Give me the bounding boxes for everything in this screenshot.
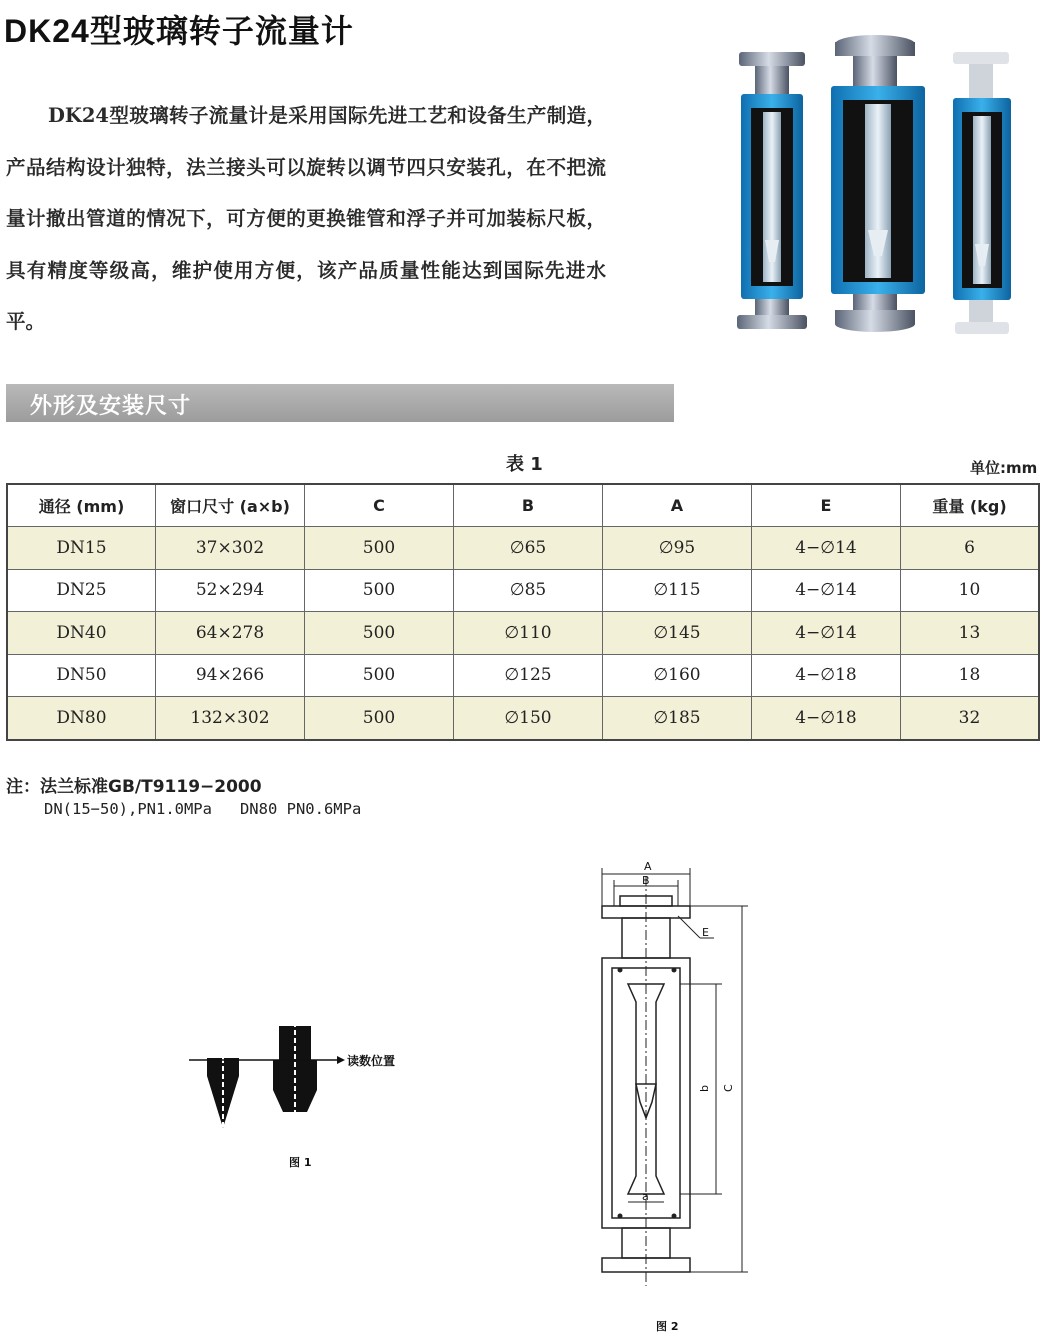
flowmeter-small (737, 52, 807, 329)
float-conical (207, 1050, 239, 1135)
intro-paragraph: DK24型玻璃转子流量计是采用国际先进工艺和设备生产制造，产品结构设计独特，法兰接头可以旋转以调节四只安装孔，在不把流量计撤出管道的情况下，可方便的更换锥管和浮子并可加装标尺板，具有精度等级高，维护使用方便，该产品质量性能达到国际先进水平。 (6, 104, 606, 333)
header-c: C (305, 484, 454, 527)
float-cylindrical (273, 1022, 317, 1120)
reading-position-label: 读数位置 (347, 1054, 396, 1068)
header-a: A (603, 484, 752, 527)
table-cell: ∅150 (454, 697, 603, 740)
table-cell: 4−∅14 (752, 612, 901, 655)
flowmeter-large (831, 35, 925, 332)
table-cell: ∅85 (454, 569, 603, 612)
header-window: 窗口尺寸 (a×b) (156, 484, 305, 527)
table-row (7, 697, 1039, 740)
table-cell: DN80 (7, 697, 156, 740)
note-pressure-ratings: DN(15−50),PN1.0MPa DN80 PN0.6MPa (44, 800, 362, 818)
table-cell: 4−∅14 (752, 569, 901, 612)
product-photo (725, 30, 1045, 348)
table-cell: ∅95 (603, 527, 752, 570)
dim-c-label: C (722, 1084, 735, 1092)
section-header (6, 384, 674, 422)
dim-b-lower-label: b (698, 1085, 711, 1092)
table-row (7, 569, 1039, 612)
table-cell: ∅115 (603, 569, 752, 612)
table-cell: 64×278 (156, 612, 305, 655)
table-cell: ∅125 (454, 654, 603, 697)
figure-1 (185, 1020, 425, 1180)
table-header-row (7, 484, 1039, 527)
note-flange-standard: 注：法兰标准GB/T9119−2000 (6, 777, 262, 797)
table-cell: 18 (901, 654, 1040, 697)
table-caption: 表 1 (506, 454, 543, 475)
page-title: DK24型玻璃转子流量计 (4, 13, 354, 49)
dim-a-lower-label: a (642, 1190, 649, 1203)
table-cell: 4−∅18 (752, 697, 901, 740)
table-cell: ∅110 (454, 612, 603, 655)
header-b: B (454, 484, 603, 527)
table-cell: 500 (305, 569, 454, 612)
table-cell: 500 (305, 697, 454, 740)
table-cell: DN50 (7, 654, 156, 697)
table-cell: 52×294 (156, 569, 305, 612)
dim-e-label: E (702, 926, 709, 939)
table-row (7, 612, 1039, 655)
table-cell: 37×302 (156, 527, 305, 570)
table-cell: ∅185 (603, 697, 752, 740)
figure-2 (590, 856, 760, 1336)
table-row (7, 654, 1039, 697)
header-bore: 通径 (mm) (7, 484, 156, 527)
table-cell: DN25 (7, 569, 156, 612)
table-unit: 单位:mm (970, 459, 1038, 477)
table-cell: DN40 (7, 612, 156, 655)
table-cell: 500 (305, 527, 454, 570)
table-cell: 4−∅18 (752, 654, 901, 697)
table-cell: 132×302 (156, 697, 305, 740)
table-cell: DN15 (7, 527, 156, 570)
section-title: 外形及安装尺寸 (30, 394, 192, 419)
table-cell: 4−∅14 (752, 527, 901, 570)
table-cell: ∅160 (603, 654, 752, 697)
table-cell: 500 (305, 612, 454, 655)
table-cell: 500 (305, 654, 454, 697)
table-cell: 13 (901, 612, 1040, 655)
table-cell: ∅145 (603, 612, 752, 655)
figure-2-caption: 图 2 (656, 1320, 679, 1333)
dim-a-upper-label: A (644, 860, 652, 873)
figure-1-caption: 图 1 (289, 1156, 312, 1169)
flowmeter-stainless (953, 52, 1011, 334)
table-cell: ∅65 (454, 527, 603, 570)
table-cell: 94×266 (156, 654, 305, 697)
header-e: E (752, 484, 901, 527)
table-row (7, 527, 1039, 570)
table-cell: 6 (901, 527, 1040, 570)
table-cell: 32 (901, 697, 1040, 740)
header-weight: 重量 (kg) (901, 484, 1040, 527)
spec-table (6, 483, 1040, 741)
dim-b-upper-label: B (642, 874, 650, 887)
table-cell: 10 (901, 569, 1040, 612)
